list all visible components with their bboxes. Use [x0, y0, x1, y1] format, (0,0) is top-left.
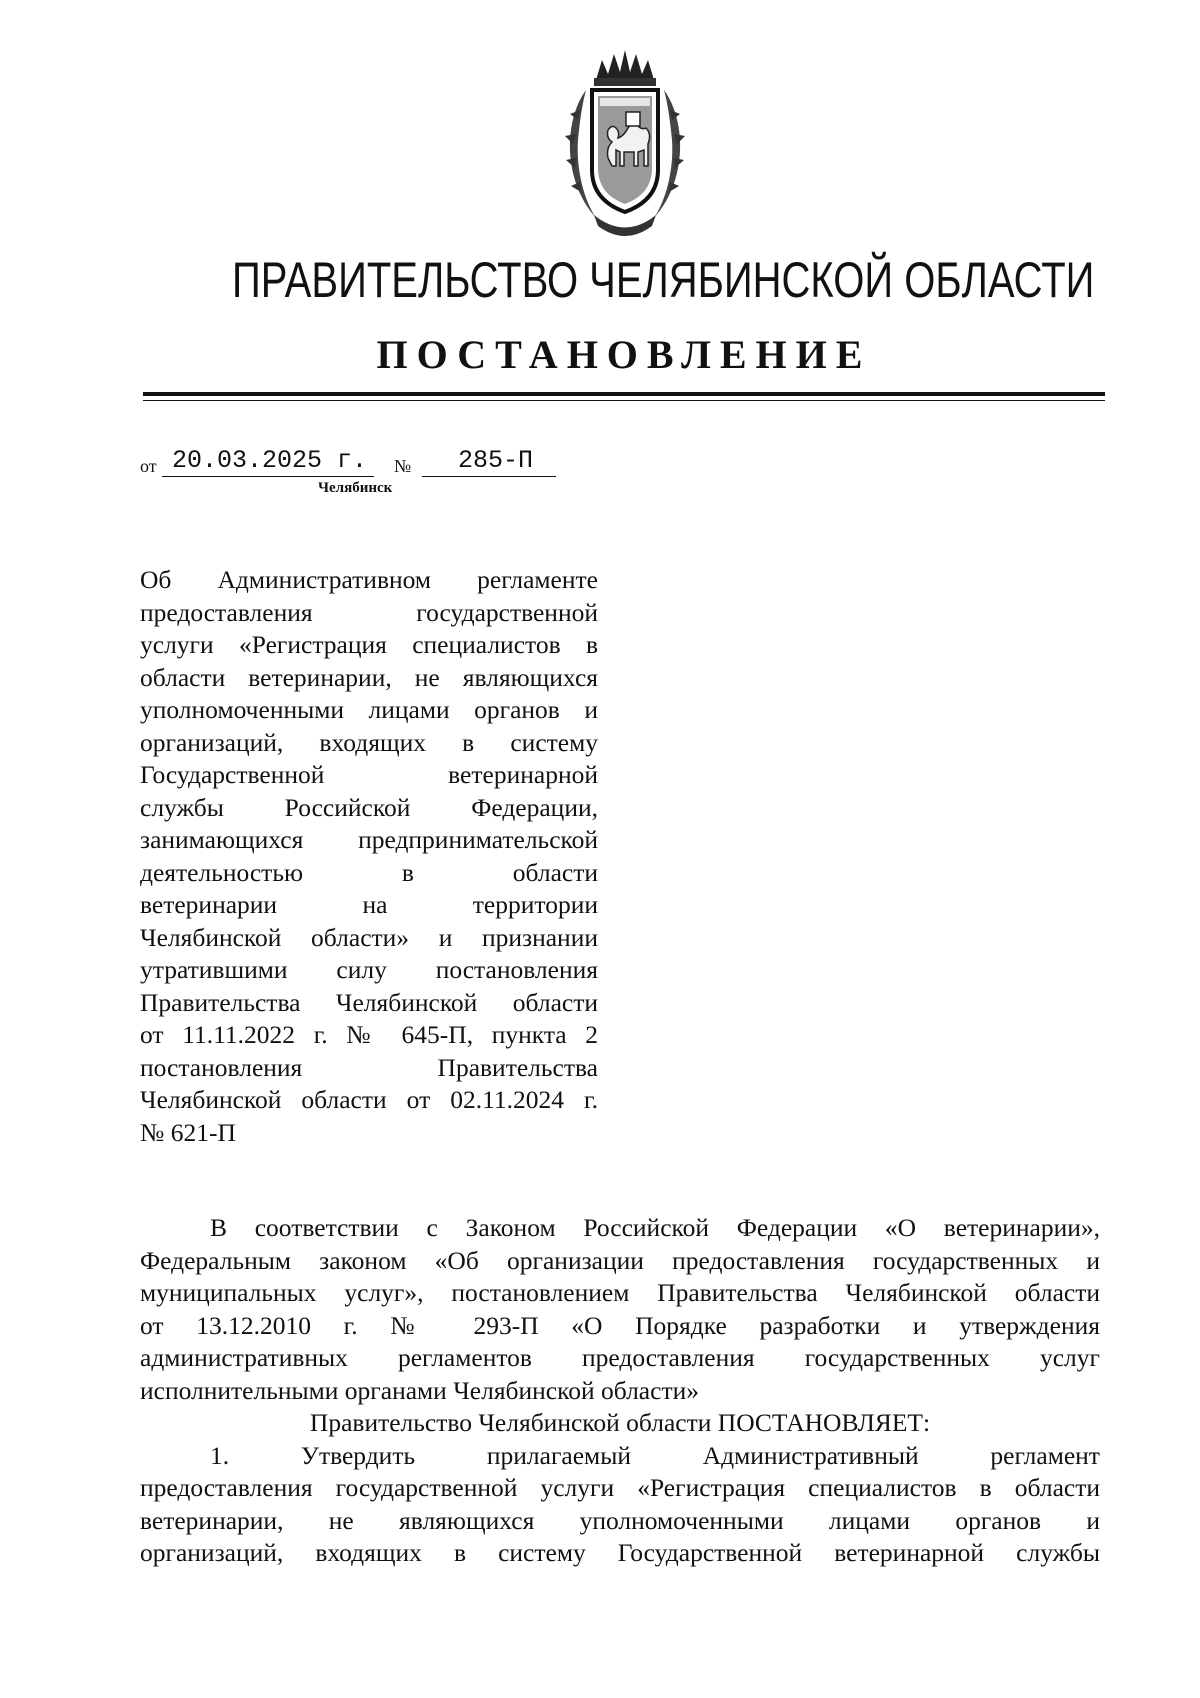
preamble-line: исполнительными органами Челябинской области» — [140, 1375, 699, 1405]
resolves-line: Правительство Челябинской области ПОСТАНОВЛЯЕТ: — [309, 1408, 931, 1437]
subject-line: занимающихся предпринимательской — [140, 825, 598, 854]
chelyabinsk-coat-of-arms-emblem — [556, 50, 694, 240]
subject-line: Об Административном регламенте — [140, 565, 598, 594]
subject-line: утратившими силу постановления — [140, 955, 598, 984]
date-underline — [162, 476, 374, 477]
item-1-first-line — [140, 1440, 1100, 1473]
document-body — [140, 1212, 1100, 1570]
header-rule-thin — [143, 400, 1105, 401]
subject-line: уполномоченными лицами органов и — [140, 695, 598, 724]
document-subject — [140, 564, 598, 1149]
document-number: 285-П — [458, 446, 534, 475]
subject-line: услуги «Регистрация специалистов в — [140, 630, 598, 659]
subject-line: ветеринарии на территории — [140, 890, 598, 919]
preamble-line: муниципальных услуг», постановлением Правительства Челябинской области — [140, 1278, 1100, 1307]
subject-line: № 621-П — [140, 1117, 236, 1147]
document-date: 20.03.2025 г. — [172, 446, 368, 475]
item-1-line: организаций, входящих в систему Государственной ветеринарной службы — [140, 1538, 1100, 1567]
subject-line: постановления Правительства — [140, 1052, 598, 1082]
subject-line: Челябинской области» и признании — [140, 922, 598, 952]
item-1-number: 1. — [210, 1440, 230, 1470]
subject-line: деятельностью в области — [140, 857, 598, 887]
item-1-word: прилагаемый — [486, 1440, 631, 1470]
subject-line: Челябинской области от 02.11.2024 г. — [140, 1085, 598, 1114]
number-underline — [422, 476, 556, 477]
item-1-word: Утвердить — [300, 1440, 416, 1470]
subject-line: организаций, входящих в систему — [140, 727, 598, 757]
preamble-line: Федеральным законом «Об организации предоставления государственных и — [140, 1245, 1100, 1275]
item-1-line: ветеринарии, не являющихся уполномоченными лицами органов и — [140, 1505, 1100, 1535]
document-type-title: ПОСТАНОВЛЕНИЕ — [376, 332, 872, 377]
number-label: № — [394, 456, 412, 476]
subject-line: от 11.11.2022 г. № 645-П, пункта 2 — [140, 1020, 598, 1049]
subject-line: службы Российской Федерации, — [140, 792, 598, 822]
subject-line: предоставления государственной — [140, 597, 598, 627]
item-1-line: предоставления государственной услуги «Регистрация специалистов в области — [140, 1473, 1100, 1502]
item-1-word: регламент — [990, 1440, 1100, 1470]
date-label: от — [140, 456, 157, 476]
preamble-line: от 13.12.2010 г. № 293-П «О Порядке разработки и утверждения — [140, 1310, 1100, 1340]
preamble-line: административных регламентов предоставления государственных услуг — [140, 1343, 1100, 1372]
preamble-line: В соответствии с Законом Российской Федерации «О ветеринарии», — [210, 1213, 1100, 1242]
header-rule-thick — [143, 392, 1105, 396]
subject-line: Государственной ветеринарной — [140, 760, 598, 789]
document-city: Челябинск — [318, 480, 393, 496]
subject-line: области ветеринарии, не являющихся — [140, 662, 598, 692]
item-1-word: Административный — [702, 1440, 919, 1470]
subject-line: Правительства Челябинской области — [140, 987, 598, 1017]
government-title: ПРАВИТЕЛЬСТВО ЧЕЛЯБИНСКОЙ ОБЛАСТИ — [232, 252, 1095, 308]
